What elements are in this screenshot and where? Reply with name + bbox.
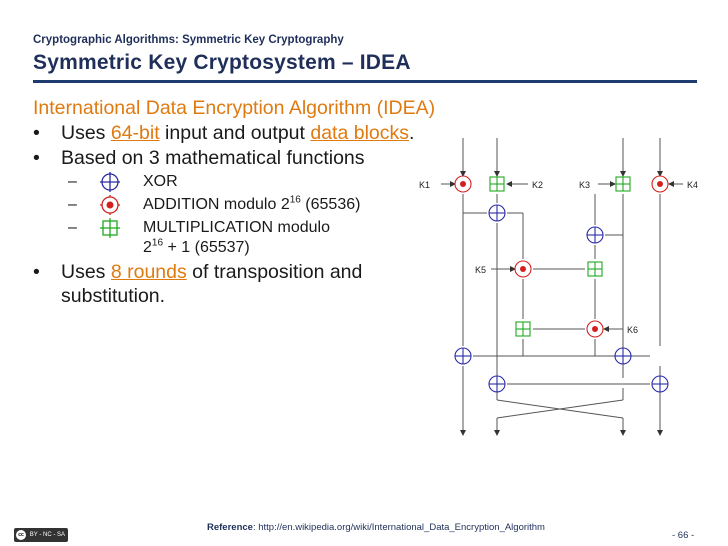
bullet-dot: • (33, 261, 40, 283)
bullet-rounds (33, 260, 453, 308)
bullet-text: Uses (61, 122, 111, 144)
bullet-functions (33, 146, 453, 170)
cc-icon: cc (16, 530, 26, 540)
page-number: - 66 - (672, 530, 695, 541)
diagram-wires (441, 138, 683, 433)
diagram-key-labels (419, 180, 698, 335)
slide-subtitle: Cryptographic Algorithms: Symmetric Key Cryptography (33, 34, 344, 46)
slide-title: Symmetric Key Cryptosystem – IDEA (33, 51, 411, 74)
bullet-64bit (33, 121, 453, 145)
bullet-text: . (409, 122, 415, 144)
sub-dash: – (68, 173, 77, 190)
key-label: K6 (627, 325, 639, 335)
bullet-dot: • (33, 122, 40, 144)
key-label: K5 (475, 265, 487, 275)
link-8-rounds[interactable]: 8 rounds (110, 261, 187, 283)
license-text: BY - NC - SA (29, 532, 65, 538)
reference-url[interactable]: : http://en.wikipedia.org/wiki/International_Data_Encryption_Algorithm (252, 522, 545, 533)
slide-content (33, 96, 453, 308)
key-label: K2 (532, 180, 544, 190)
subitem-multiplication (33, 218, 453, 258)
link-data-blocks[interactable]: data blocks (310, 122, 410, 144)
bullet-text: Based on 3 mathematical functions (61, 147, 365, 169)
key-label: K4 (687, 180, 699, 190)
addition-icon (100, 195, 120, 215)
multiplication-icon (100, 218, 120, 238)
addition-label: ADDITION modulo $2^{16}$ (65536) (143, 194, 361, 213)
subitem-addition (33, 195, 453, 218)
bullet-text: of transposition and substitution. (61, 261, 363, 307)
subitem-xor (33, 172, 453, 195)
sub-dash: – (68, 219, 77, 236)
key-label: K1 (419, 180, 431, 190)
bullet-text: Uses (61, 261, 111, 283)
sub-dash: – (68, 196, 77, 213)
bullet-text: input and output (159, 122, 311, 144)
xor-icon (100, 172, 120, 192)
title-divider (33, 80, 697, 83)
link-64-bit[interactable]: 64-bit (110, 122, 160, 144)
diagram-operations (455, 176, 668, 392)
xor-label: XOR (143, 173, 178, 190)
bullet-dot: • (33, 147, 40, 169)
reference-text: Reference: http://en.wikipedia.org/wiki/International_Data_Encryption_Algorithm (207, 522, 545, 533)
license-badge[interactable] (14, 528, 68, 542)
key-label: K3 (579, 180, 591, 190)
multiplication-label: MULTIPLICATION modulo $2^{16} + 1$ (65537) (143, 219, 331, 256)
idea-round-diagram (413, 138, 713, 438)
definition-text: International Data Encryption Algorithm (IDEA) (33, 97, 436, 119)
